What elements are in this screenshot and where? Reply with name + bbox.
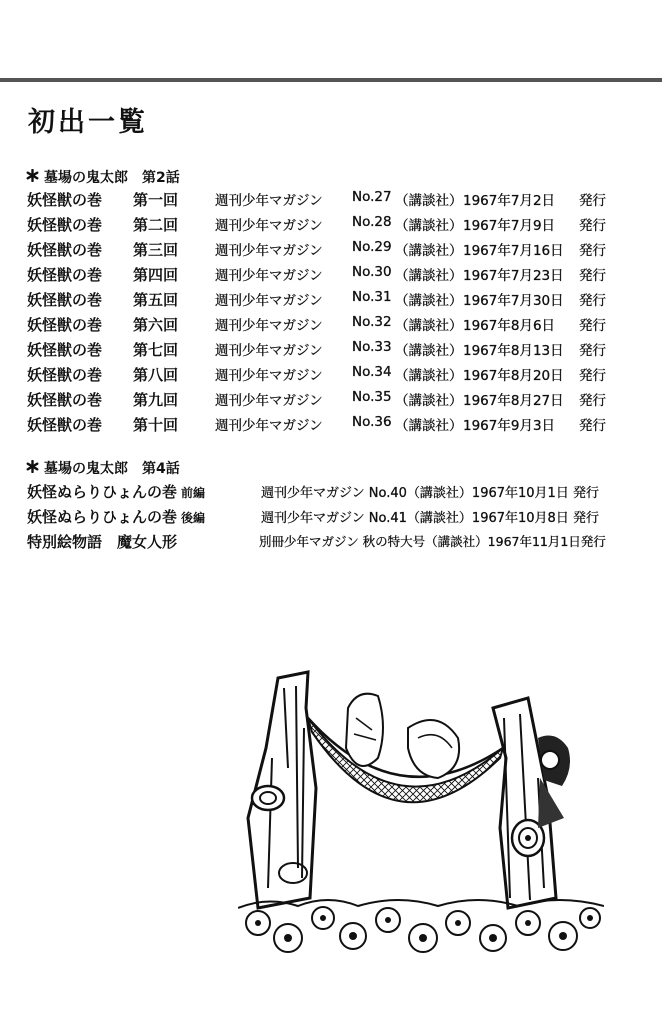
date: 1967年8月13日 (463, 343, 564, 359)
top-rule (0, 78, 662, 82)
story-title: 妖怪獣の巻 (27, 191, 103, 209)
publisher: （講談社） (395, 268, 463, 284)
story-title: 妖怪獣の巻 (27, 416, 103, 434)
issued: 発行 (579, 243, 606, 259)
chapter: 第一回 (133, 191, 179, 209)
publisher: （講談社） (395, 368, 463, 384)
date: 1967年7月16日 (463, 243, 564, 259)
magazine: 週刊少年マガジン (215, 368, 323, 384)
date: 1967年7月9日 (463, 218, 556, 234)
section-header-label: 墓場の鬼太郎 第4話 (44, 461, 180, 477)
story-title: 妖怪獣の巻 (27, 216, 103, 234)
chapter: 第四回 (133, 266, 179, 284)
chapter: 第五回 (133, 291, 179, 309)
publisher: （講談社） (395, 218, 463, 234)
hammock-illustration (238, 668, 604, 960)
issued: 発行 (579, 393, 606, 409)
date: 1967年7月2日 (463, 193, 556, 209)
magazine: 週刊少年マガジン (215, 243, 323, 259)
story-title: 妖怪ぬらりひょんの巻 (27, 483, 178, 501)
issue-number: No.27 (352, 189, 392, 205)
publication-detail: 週刊少年マガジン No.41（講談社）1967年10月8日 発行 (261, 511, 599, 526)
story-title: 妖怪ぬらりひょんの巻 (27, 508, 178, 526)
story-title: 特別絵物語 魔女人形 (27, 533, 178, 551)
story-title: 妖怪獣の巻 (27, 266, 103, 284)
list-item (27, 531, 606, 556)
chapter: 第十回 (133, 416, 179, 434)
asterisk-icon (26, 460, 40, 477)
story-title: 妖怪獣の巻 (27, 341, 103, 359)
issue-number: No.30 (352, 264, 392, 280)
issued: 発行 (579, 293, 606, 309)
publication-detail: 別冊少年マガジン 秋の特大号（講談社）1967年11月1日発行 (259, 534, 606, 549)
story-title: 妖怪獣の巻 (27, 241, 103, 259)
list-item (27, 506, 599, 531)
list-item (27, 481, 599, 506)
page-title: 初出一覧 (28, 107, 148, 138)
issue-number: No.36 (352, 414, 392, 430)
date: 1967年8月27日 (463, 393, 564, 409)
issued: 発行 (579, 343, 606, 359)
section-header-2 (26, 458, 180, 478)
chapter: 第九回 (133, 391, 179, 409)
publisher: （講談社） (395, 393, 463, 409)
magazine: 週刊少年マガジン (215, 218, 323, 234)
date: 1967年7月23日 (463, 268, 564, 284)
section-header-1 (26, 167, 180, 187)
issued: 発行 (579, 418, 606, 434)
story-title: 妖怪獣の巻 (27, 291, 103, 309)
section-header-label: 墓場の鬼太郎 第2話 (44, 170, 180, 186)
chapter: 第二回 (133, 216, 179, 234)
issued: 発行 (579, 218, 606, 234)
issue-number: No.28 (352, 214, 392, 230)
story-title: 妖怪獣の巻 (27, 391, 103, 409)
publisher: （講談社） (395, 318, 463, 334)
story-title: 妖怪獣の巻 (27, 316, 103, 334)
date: 1967年7月30日 (463, 293, 564, 309)
part-label: 前編 (181, 486, 206, 500)
issued: 発行 (579, 268, 606, 284)
magazine: 週刊少年マガジン (215, 393, 323, 409)
chapter: 第六回 (133, 316, 179, 334)
story-title: 妖怪獣の巻 (27, 366, 103, 384)
publisher: （講談社） (395, 243, 463, 259)
magazine: 週刊少年マガジン (215, 193, 323, 209)
publisher: （講談社） (395, 193, 463, 209)
publisher: （講談社） (395, 293, 463, 309)
publisher: （講談社） (395, 343, 463, 359)
date: 1967年8月20日 (463, 368, 564, 384)
asterisk-icon (26, 169, 40, 186)
issued: 発行 (579, 368, 606, 384)
issue-number: No.32 (352, 314, 392, 330)
chapter: 第七回 (133, 341, 179, 359)
publisher: （講談社） (395, 418, 463, 434)
chapter: 第三回 (133, 241, 179, 259)
magazine: 週刊少年マガジン (215, 293, 323, 309)
issued: 発行 (579, 318, 606, 334)
issue-number: No.35 (352, 389, 392, 405)
chapter: 第八回 (133, 366, 179, 384)
date: 1967年9月3日 (463, 418, 556, 434)
date: 1967年8月6日 (463, 318, 556, 334)
magazine: 週刊少年マガジン (215, 268, 323, 284)
magazine: 週刊少年マガジン (215, 343, 323, 359)
issued: 発行 (579, 193, 606, 209)
magazine: 週刊少年マガジン (215, 318, 323, 334)
issue-number: No.31 (352, 289, 392, 305)
issue-number: No.33 (352, 339, 392, 355)
part-label: 後編 (181, 511, 206, 525)
issue-number: No.34 (352, 364, 392, 380)
magazine: 週刊少年マガジン (215, 418, 323, 434)
publication-detail: 週刊少年マガジン No.40（講談社）1967年10月1日 発行 (261, 486, 599, 501)
issue-number: No.29 (352, 239, 392, 255)
